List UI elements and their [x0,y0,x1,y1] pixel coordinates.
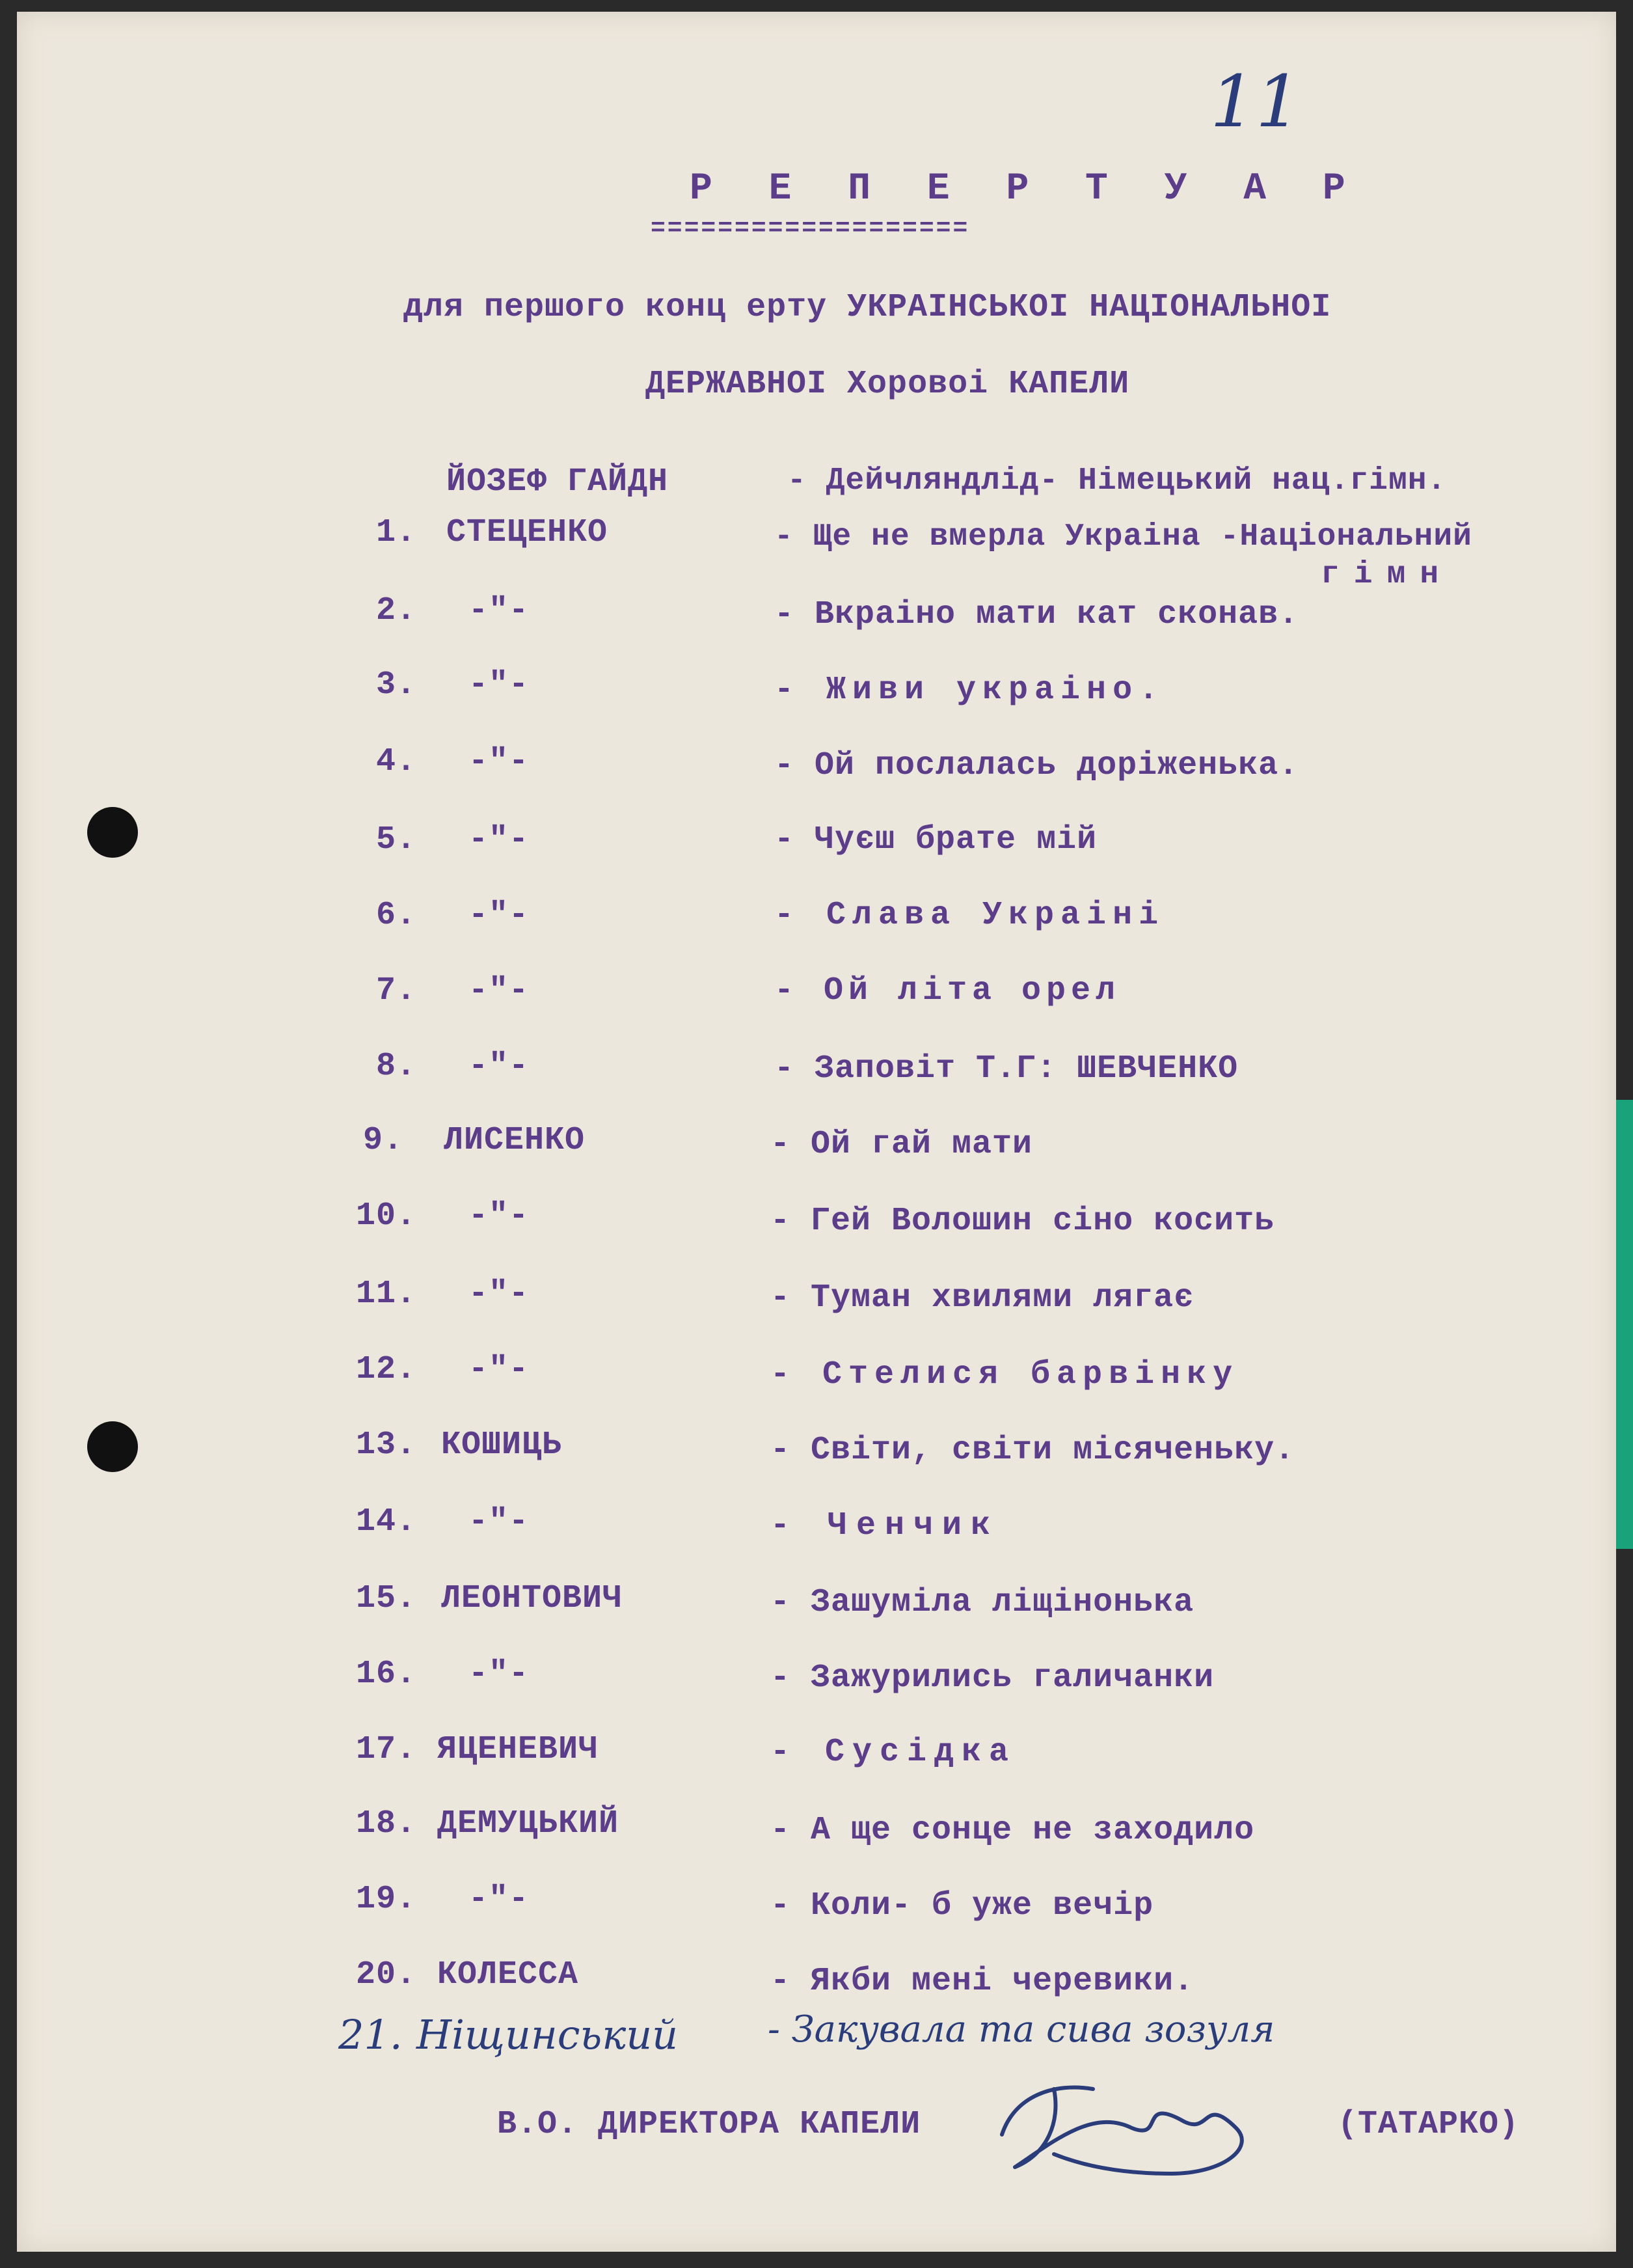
intro-song: - Дейчляндлід- Німецький нац.гімн. [787,463,1447,499]
item-song: - Стелися барвінку [770,1356,1239,1393]
item-composer: -"- [468,1656,530,1693]
item-composer: КОШИЦЬ [441,1427,563,1464]
item-song: - А ще сонце не заходило [770,1812,1255,1849]
punch-hole-top [87,807,138,858]
item-number: 9. [362,1122,403,1159]
item-composer: -"- [468,821,530,858]
item-song: - Туман хвилями лягає [770,1279,1194,1317]
item-song: - Слава Украіні [774,897,1165,934]
handwritten-item-composer: Ніщинський [416,2011,679,2058]
item-number: 4. [375,743,416,780]
item-song: - Зажурились галичанки [770,1660,1215,1697]
item-number: 12. [355,1351,416,1388]
item-number: 6. [375,897,416,934]
item-song: - Чуєш брате мій [774,821,1098,858]
item-song: - Ой літа орел [774,972,1121,1009]
page-number-handwritten: 11 [1210,60,1301,143]
item-number: 18. [355,1805,416,1842]
item-song: - Ой гай мати [770,1126,1033,1163]
item-composer: ЯЦЕНЕВИЧ [437,1731,599,1768]
item-number: 16. [355,1656,416,1693]
item-composer: -"- [468,1276,530,1313]
item-number: 7. [375,972,416,1009]
item-composer: -"- [468,897,530,934]
item-composer: -"- [468,1881,530,1918]
item-number: 20. [355,1956,416,1993]
footer-position: В.О. ДИРЕКТОРА КАПЕЛИ [497,2106,921,2143]
item-number: 14. [355,1503,416,1540]
item-number: 17. [355,1731,416,1768]
item-number: 13. [355,1427,416,1464]
item-composer: -"- [468,666,530,704]
signature [976,2070,1301,2193]
item-composer: ЛЕОНТОВИЧ [441,1580,623,1617]
item-number: 5. [375,821,416,858]
item-song: - Гей Волошин сіно косить [770,1203,1275,1240]
item-composer: ЛИСЕНКО [444,1122,586,1159]
title-underline: =================== [651,215,970,243]
item-number: 15. [355,1580,416,1617]
item-number: 2. [375,592,416,629]
footer-name: (ТАТАРКО) [1338,2106,1520,2143]
document-title: Р Е П Е Р Т У А Р [690,168,1362,210]
item-song: - Ченчик [770,1507,1000,1544]
item-number: 8. [375,1048,416,1085]
item-composer: -"- [468,1351,530,1388]
item-number: 3. [375,666,416,704]
item-song: - Ще не вмерла Украіна -Національний [774,519,1472,554]
item-composer: -"- [468,1048,530,1085]
item-composer: -"- [468,972,530,1009]
item-number: 11. [355,1276,416,1313]
item-song: - Вкраіно мати кат сконав. [774,596,1299,633]
item-song: - Якби мені черевики. [770,1963,1194,2000]
item-composer: -"- [468,592,530,629]
item-song: - Живи украіно. [774,672,1165,709]
item-song: - Коли- б уже вечір [770,1887,1154,1924]
item-composer: КОЛЕССА [437,1956,579,1993]
handwritten-item-song: - Закувала та сива зозуля [768,2008,1275,2051]
item-composer: -"- [468,1197,530,1235]
item-composer: СТЕЦЕНКО [446,514,608,551]
item-song: - Ой послалась доріженька. [774,747,1299,784]
folder-tab [1616,1100,1633,1549]
item-composer: ДЕМУЦЬКИЙ [437,1805,619,1842]
item-song-continuation: гімн [1321,557,1453,592]
item-song: - Зашуміла ліщінонька [770,1584,1194,1621]
item-number: 19. [355,1881,416,1918]
item-song: - Заповіт Т.Г: ШЕВЧЕНКО [774,1050,1239,1087]
item-song: - Сусідка [770,1734,1017,1771]
handwritten-item-number: 21. [338,2011,403,2058]
item-number: 10. [355,1197,416,1235]
punch-hole-bottom [87,1421,138,1472]
subtitle-line-2: ДЕРЖАВНОІ Хоровоі КАПЕЛИ [645,366,1130,403]
item-composer: -"- [468,1503,530,1540]
item-song: - Світи, світи місяченьку. [770,1432,1295,1469]
item-composer: -"- [468,743,530,780]
item-number: 1. [375,514,416,551]
intro-composer: ЙОЗЕФ ГАЙДН [446,463,669,500]
subtitle-line-1: для першого конц ерту УКРАІНСЬКОІ НАЦІОНАЛЬНОІ [403,289,1332,326]
